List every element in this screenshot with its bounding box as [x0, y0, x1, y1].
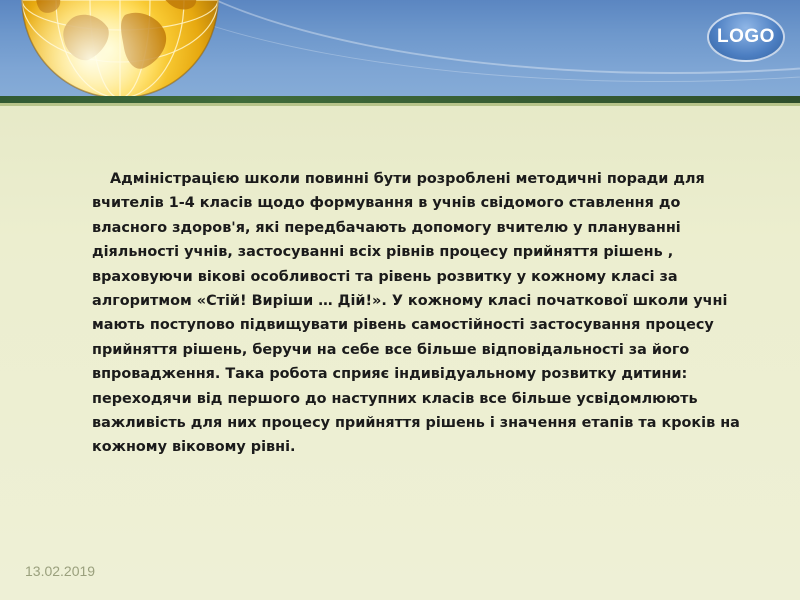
body-paragraph: Адміністрацією школи повинні бути розроблені методичні поради для вчителів 1-4 класів щодо формування в учнів свідомого ставлення до власного здоров'я, які передбачають допомогу вчителю у плануванні діяльності учнів, застосуванні всіх рівнів процесу прийняття рішень , враховуючи вікові особливості та рівень розвитку у кожному класі за алгоритмом «Стій! Виріши … Дій!». У кожному класі початкової школи учні мають поступово підвищувати рівень самостійності застосування процесу прийняття рішень, беручи на себе все більше відповідальності за його впровадження. Така робота сприяє індивідуальному розвитку дитини: переходячи від першого до наступних класів все більше усвідомлюють важливість для них процесу прийняття рішень і значення етапів та кроків на кожному віковому рівні.: [92, 171, 740, 456]
logo-label: LOGO: [717, 26, 775, 47]
header-band-accent: [0, 103, 800, 106]
golden-globe-icon: [0, 0, 230, 98]
slide-date: 13.02.2019: [25, 563, 96, 579]
logo-badge: [707, 12, 785, 62]
slide-header: [0, 0, 800, 98]
header-band: [0, 96, 800, 103]
